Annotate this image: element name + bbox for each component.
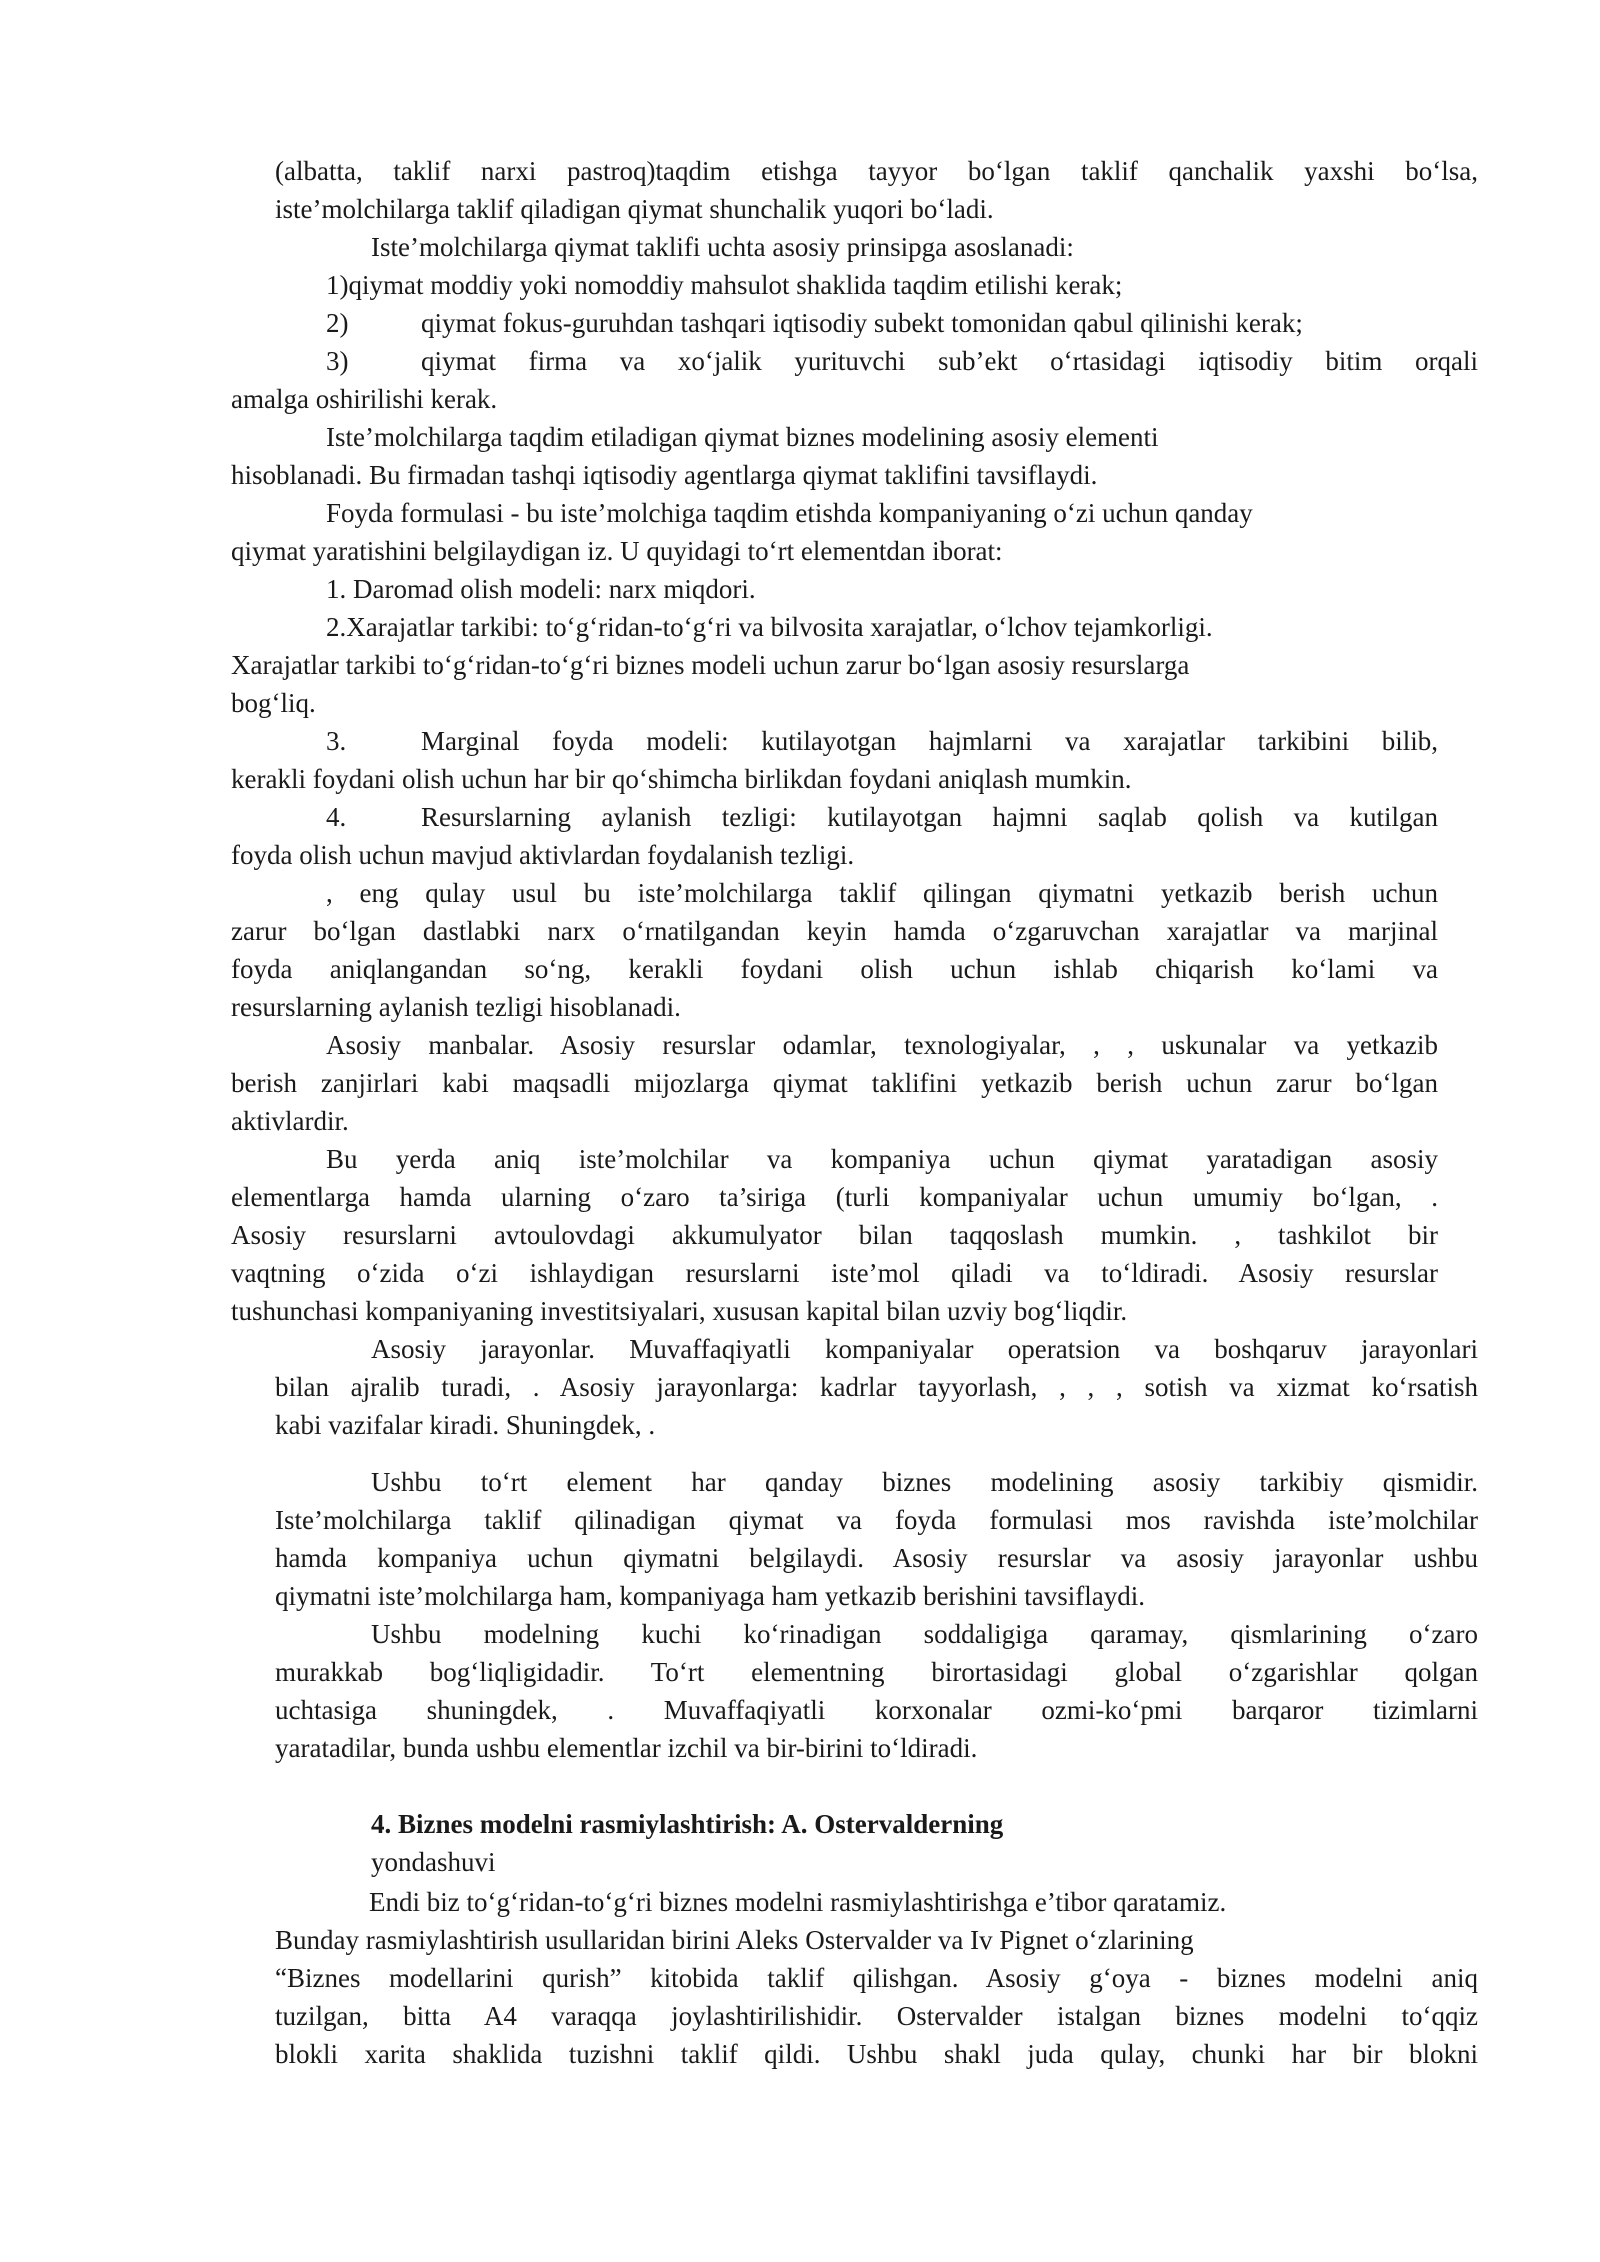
- list-item: [326, 799, 1438, 837]
- text-line: Iste’molchilarga taqdim etiladigan qiymat biznes modelining asosiy elementi: [326, 422, 1159, 452]
- text-line: bilan ajralib turadi, . Asosiy jarayonlarga: kadrlar tayyorlash, , , , sotish va xizmat ko‘rsatish: [275, 1372, 1478, 1402]
- text-line: tushunchasi kompaniyaning investitsiyalari, xususan kapital bilan uzviy bog‘liqdir.: [231, 1296, 1128, 1326]
- list-item: [326, 305, 1303, 343]
- text-line: Marginal foyda modeli: kutilayotgan hajmlarni va xarajatlar tarkibini bilib,: [421, 726, 1438, 756]
- text-line: kabi vazifalar kiradi. Shuningdek, .: [275, 1410, 656, 1440]
- text-line: Bunday rasmiylashtirish usullaridan birini Aleks Ostervalder va Iv Pignet o‘zlarining: [275, 1925, 1194, 1955]
- text-line: iste’molchilarga taklif qiladigan qiymat shunchalik yuqori bo‘ladi.: [275, 194, 994, 224]
- text-line: Asosiy manbalar. Asosiy resurslar odamlar, texnologiyalar, , , uskunalar va yetkazib: [326, 1030, 1438, 1060]
- list-number: 3): [326, 346, 349, 376]
- text-line: kerakli foydani olish uchun har bir qo‘shimcha birlikdan foydani aniqlash mumkin.: [231, 764, 1132, 794]
- text-line: qiymat fokus-guruhdan tashqari iqtisodiy subekt tomonidan qabul qilinishi kerak;: [421, 308, 1303, 338]
- text-line: elementlarga hamda ularning o‘zaro ta’siriga (turli kompaniyalar uchun umumiy bo‘lgan, .: [231, 1182, 1438, 1212]
- text-line: zarur bo‘lgan dastlabki narx o‘rnatilgandan keyin hamda o‘zgaruvchan xarajatlar va marjinal: [231, 916, 1438, 946]
- list-number: 2): [326, 308, 349, 338]
- text-line: aktivlardir.: [231, 1106, 349, 1136]
- list-item: [326, 343, 1478, 381]
- text-line: qiymat firma va xo‘jalik yurituvchi sub’ekt o‘rtasidagi iqtisodiy bitim orqali: [421, 346, 1478, 376]
- text-line: yaratadilar, bunda ushbu elementlar izchil va bir-birini to‘ldiradi.: [275, 1733, 978, 1763]
- text-line: foyda olish uchun mavjud aktivlardan foydalanish tezligi.: [231, 840, 855, 870]
- list-number: 3.: [326, 726, 347, 756]
- text-line: qiymatni iste’molchilarga ham, kompaniyaga ham yetkazib berishini tavsiflaydi.: [275, 1581, 1146, 1611]
- text-line: Ushbu to‘rt element har qanday biznes modelining asosiy tarkibiy qismidir.: [371, 1467, 1478, 1497]
- text-line: foyda aniqlangandan so‘ng, kerakli foydani olish uchun ishlab chiqarish ko‘lami va: [231, 954, 1438, 984]
- text-line: Asosiy jarayonlar. Muvaffaqiyatli kompaniyalar operatsion va boshqaruv jarayonlari: [371, 1334, 1478, 1364]
- text-line: Endi biz to‘g‘ridan-to‘g‘ri biznes modelni rasmiylashtirishga e’tibor qaratamiz.: [369, 1887, 1227, 1917]
- section-heading: 4. Biznes modelni rasmiylashtirish: A. Ostervalderning: [371, 1809, 1004, 1839]
- text-line: murakkab bog‘liqligidadir. To‘rt elementning birortasidagi global o‘zgarishlar qolgan: [275, 1657, 1478, 1687]
- text-line: Iste’molchilarga qiymat taklifi uchta asosiy prinsipga asoslanadi:: [371, 232, 1074, 262]
- text-line: Ushbu modelning kuchi ko‘rinadigan soddaligiga qaramay, qismlarining o‘zaro: [371, 1619, 1478, 1649]
- text-line: Bu yerda aniq iste’molchilar va kompaniya uchun qiymat yaratadigan asosiy: [326, 1144, 1438, 1174]
- text-line: hisoblanadi. Bu firmadan tashqi iqtisodiy agentlarga qiymat taklifini tavsiflaydi.: [231, 460, 1098, 490]
- text-line: 2.Xarajatlar tarkibi: to‘g‘ridan-to‘g‘ri va bilvosita xarajatlar, o‘lchov tejamkorligi.: [326, 612, 1213, 642]
- text-line: Foyda formulasi - bu iste’molchiga taqdim etishda kompaniyaning o‘zi uchun qanday: [326, 498, 1253, 528]
- list-item: [326, 723, 1438, 761]
- text-line: Asosiy resurslarni avtoulovdagi akkumulyator bilan taqqoslash mumkin. , tashkilot bir: [231, 1220, 1438, 1250]
- text-line: , eng qulay usul bu iste’molchilarga taklif qilingan qiymatni yetkazib berish uchun: [326, 878, 1438, 908]
- text-line: berish zanjirlari kabi maqsadli mijozlarga qiymat taklifini yetkazib berish uchun zarur bo‘lgan: [231, 1068, 1438, 1098]
- text-line: Resurslarning aylanish tezligi: kutilayotgan hajmni saqlab qolish va kutilgan: [421, 802, 1438, 832]
- text-line: uchtasiga shuningdek, . Muvaffaqiyatli korxonalar ozmi-ko‘pmi barqaror tizimlarni: [275, 1695, 1478, 1725]
- list-number: 4.: [326, 802, 347, 832]
- text-line: hamda kompaniya uchun qiymatni belgilaydi. Asosiy resurslar va asosiy jarayonlar ushbu: [275, 1543, 1478, 1573]
- text-line: amalga oshirilishi kerak.: [231, 384, 498, 414]
- text-line: bog‘liq.: [231, 688, 316, 718]
- text-line: (albatta, taklif narxi pastroq)taqdim etishga tayyor bo‘lgan taklif qanchalik yaxshi bo‘lsa,: [275, 156, 1478, 186]
- text-line: tuzilgan, bitta A4 varaqqa joylashtirilishidir. Ostervalder istalgan biznes modelni to‘qqiz: [275, 2001, 1478, 2031]
- text-line: resurslarning aylanish tezligi hisoblanadi.: [231, 992, 681, 1022]
- text-line: “Biznes modellarini qurish” kitobida taklif qilishgan. Asosiy g‘oya - biznes modelni aniq: [275, 1963, 1478, 1993]
- text-line: qiymat yaratishini belgilaydigan iz. U quyidagi to‘rt elementdan iborat:: [231, 536, 1003, 566]
- text-line: Iste’molchilarga taklif qilinadigan qiymat va foyda formulasi mos ravishda iste’molchilar: [275, 1505, 1478, 1535]
- text-line: yondashuvi: [371, 1847, 496, 1877]
- text-line: 1. Daromad olish modeli: narx miqdori.: [326, 574, 756, 604]
- text-line: blokli xarita shaklida tuzishni taklif qildi. Ushbu shakl juda qulay, chunki har bir blokni: [275, 2039, 1478, 2069]
- text-line: Xarajatlar tarkibi to‘g‘ridan-to‘g‘ri biznes modeli uchun zarur bo‘lgan asosiy resurslarga: [231, 650, 1190, 680]
- text-line: 1)qiymat moddiy yoki nomoddiy mahsulot shaklida taqdim etilishi kerak;: [326, 270, 1123, 300]
- text-line: vaqtning o‘zida o‘zi ishlaydigan resurslarni iste’mol qiladi va to‘ldiradi. Asosiy resurslar: [231, 1258, 1438, 1288]
